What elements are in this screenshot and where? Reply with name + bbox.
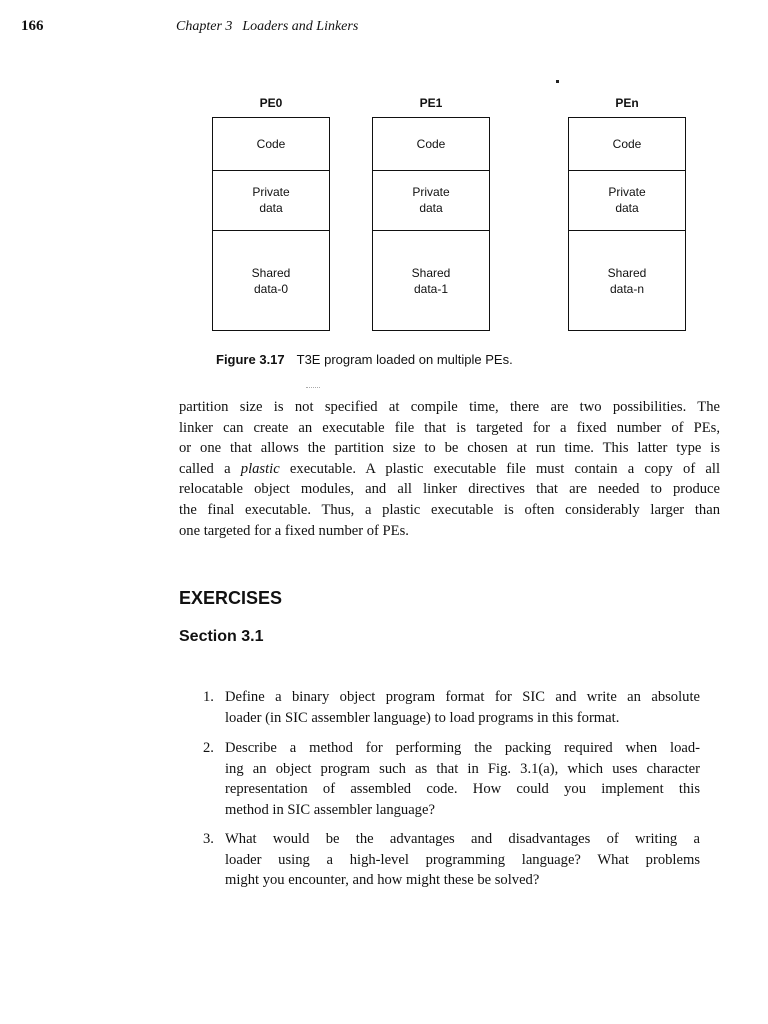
stray-mark (556, 80, 559, 83)
figure-caption (216, 352, 513, 367)
figure-caption-text: T3E program loaded on multiple PEs. (296, 352, 513, 367)
shared-data-segment (213, 230, 329, 332)
exercise-item (203, 738, 700, 820)
running-head-title: Loaders and Linkers (242, 19, 359, 34)
shared-data-segment (373, 230, 489, 332)
exercise-line: loader using a high-level programming language? What problems (225, 851, 700, 868)
private-data-segment (569, 170, 685, 231)
exercise-line: representation of assembled code. How could you implement this (225, 781, 700, 798)
body-line: one targeted for a fixed number of PEs. (179, 522, 409, 539)
private-data-segment (213, 170, 329, 231)
shared-data-label: Shared data-1 (411, 266, 451, 296)
code-label: Code (612, 137, 642, 151)
exercise-line: What would be the advantages and disadvantages of writing a (225, 831, 700, 847)
figure-number: Figure 3.17 (216, 352, 285, 367)
code-label: Code (416, 137, 446, 151)
shared-data-label: Shared data-0 (251, 266, 291, 296)
running-head-chapter: Chapter 3 (176, 19, 233, 34)
pe-column-0 (212, 96, 330, 336)
exercise-line: ing an object program such as that in Fig. 3.1(a), which uses character (225, 760, 700, 777)
body-line: or one that allows the partition size to be chosen at run time. This latter type is (179, 440, 720, 457)
exercise-line: loader (in SIC assembler language) to load programs in this format. (225, 709, 620, 726)
pe-memory-box (568, 117, 686, 331)
stray-mark (306, 387, 320, 389)
private-data-label: Private data (252, 185, 290, 215)
emphasis-plastic: plastic (240, 460, 280, 477)
pe-label: PE0 (259, 96, 283, 110)
exercise-number: 2. (203, 740, 214, 756)
exercise-number: 3. (203, 831, 214, 847)
body-text: executable. A plastic executable file must contain a copy of all (279, 460, 720, 477)
exercise-item (203, 829, 700, 891)
exercise-number: 1. (203, 689, 214, 705)
body-line (179, 459, 720, 480)
exercise-line: method in SIC assembler language? (225, 801, 435, 818)
code-segment (569, 118, 685, 171)
exercise-line: Describe a method for performing the packing required when load- (225, 740, 700, 756)
exercise-text (225, 829, 700, 891)
exercise-text (225, 738, 700, 820)
pe-column-n (568, 96, 686, 336)
body-line: partition size is not specified at compile time, there are two possibilities. The (179, 399, 720, 415)
page-number: 166 (21, 18, 44, 34)
running-head (176, 19, 358, 35)
exercises-heading: EXERCISES (179, 588, 283, 608)
exercise-item (203, 687, 700, 728)
body-line: the final executable. Thus, a plastic executable is often considerably larger than (179, 501, 720, 518)
exercise-line: Define a binary object program format for SIC and write an absolute (225, 689, 700, 705)
exercise-line: might you encounter, and how might these be solved? (225, 872, 540, 889)
pe-column-1 (372, 96, 490, 336)
body-line: linker can create an executable file that is targeted for a fixed number of PEs, (179, 419, 720, 436)
pe-label: PE1 (419, 96, 443, 110)
body-text: called a (179, 460, 241, 477)
body-line: relocatable object modules, and all linker directives that are needed to produce (179, 481, 720, 498)
code-segment (213, 118, 329, 171)
section-heading: Section 3.1 (179, 628, 264, 645)
pe-label: PEn (615, 96, 639, 110)
shared-data-segment (569, 230, 685, 332)
pe-memory-box (212, 117, 330, 331)
exercise-text (225, 687, 700, 728)
private-data-label: Private data (608, 185, 646, 215)
code-label: Code (256, 137, 286, 151)
body-paragraph (179, 397, 720, 541)
code-segment (373, 118, 489, 171)
pe-memory-box (372, 117, 490, 331)
private-data-label: Private data (412, 185, 450, 215)
private-data-segment (373, 170, 489, 231)
shared-data-label: Shared data-n (607, 266, 647, 296)
